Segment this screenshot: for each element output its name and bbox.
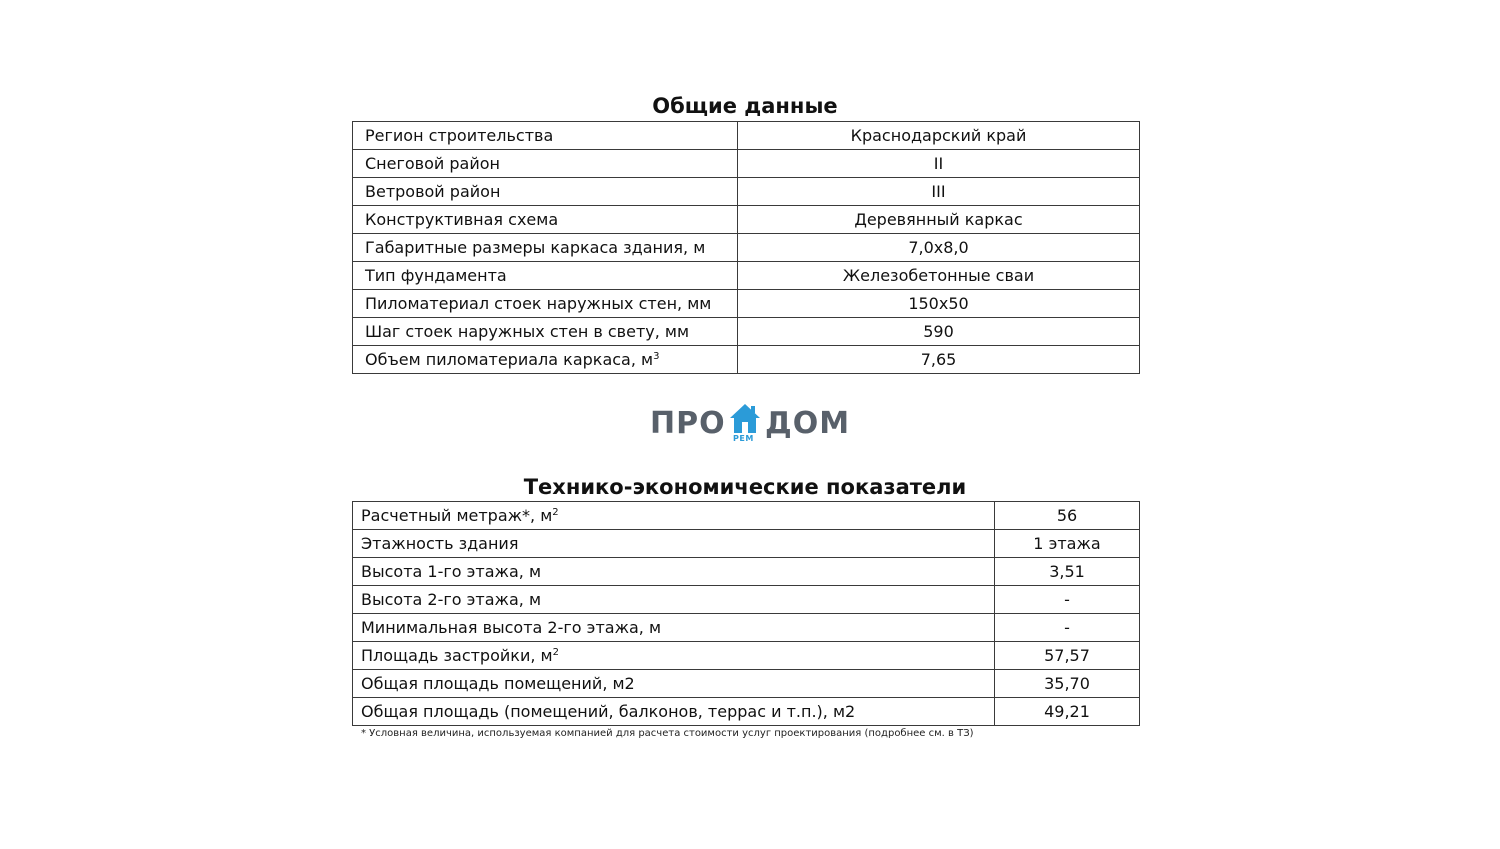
table-row <box>353 642 1140 670</box>
row-value: 3,51 <box>995 558 1140 586</box>
row-label: Габаритные размеры каркаса здания, м <box>365 238 706 257</box>
row-value: 35,70 <box>995 670 1140 698</box>
row-value: 57,57 <box>995 642 1140 670</box>
table-row <box>353 178 1140 206</box>
row-value: III <box>738 178 1140 206</box>
row-value: 150х50 <box>738 290 1140 318</box>
row-label: Высота 2-го этажа, м <box>361 590 542 609</box>
row-label: Площадь застройки, м <box>361 646 553 665</box>
logo-word-left: ПРО <box>650 406 726 441</box>
row-label-cell <box>353 614 995 642</box>
row-label: Тип фундамента <box>365 266 507 285</box>
prodom-logo <box>650 403 850 447</box>
row-label-cell <box>353 530 995 558</box>
row-label-cell <box>353 206 738 234</box>
logo-word-right: ДОМ <box>765 406 851 441</box>
table-row <box>353 614 1140 642</box>
row-value: II <box>738 150 1140 178</box>
row-label: Общая площадь (помещений, балконов, террас и т.п.), м2 <box>361 702 856 721</box>
row-label-cell <box>353 642 995 670</box>
row-value: Железобетонные сваи <box>738 262 1140 290</box>
house-icon <box>729 403 761 435</box>
row-label: Шаг стоек наружных стен в свету, мм <box>365 322 690 341</box>
table-row <box>353 530 1140 558</box>
row-label-cell <box>353 178 738 206</box>
row-label: Этажность здания <box>361 534 519 553</box>
table-row <box>353 346 1140 374</box>
row-label-cell <box>353 586 995 614</box>
row-label-cell <box>353 318 738 346</box>
row-label: Общая площадь помещений, м2 <box>361 674 635 693</box>
unit-exponent: 2 <box>552 507 559 518</box>
row-value: 56 <box>995 502 1140 530</box>
table-row <box>353 558 1140 586</box>
row-label-cell <box>353 346 738 374</box>
table-row <box>353 670 1140 698</box>
row-value: 590 <box>738 318 1140 346</box>
row-value: Краснодарский край <box>738 122 1140 150</box>
row-label: Снеговой район <box>365 154 500 173</box>
row-label-cell <box>353 558 995 586</box>
row-value: - <box>995 586 1140 614</box>
unit-exponent: 2 <box>552 647 559 658</box>
row-label-cell <box>353 234 738 262</box>
row-label-cell <box>353 262 738 290</box>
unit-exponent: 3 <box>653 351 660 362</box>
row-label: Конструктивная схема <box>365 210 559 229</box>
table-row <box>353 234 1140 262</box>
row-label-cell <box>353 502 995 530</box>
row-value: 7,0х8,0 <box>738 234 1140 262</box>
row-label-cell <box>353 122 738 150</box>
row-label: Пиломатериал стоек наружных стен, мм <box>365 294 712 313</box>
table-row <box>353 502 1140 530</box>
row-value: 1 этажа <box>995 530 1140 558</box>
row-label: Высота 1-го этажа, м <box>361 562 542 581</box>
tep-table <box>352 501 1140 726</box>
row-value: 7,65 <box>738 346 1140 374</box>
row-label: Регион строительства <box>365 126 554 145</box>
table-row <box>353 206 1140 234</box>
general-data-title: Общие данные <box>652 94 838 118</box>
logo-subtext: РЕМ <box>733 434 754 443</box>
row-label-cell <box>353 670 995 698</box>
table-row <box>353 290 1140 318</box>
row-label-cell <box>353 698 995 726</box>
table-row <box>353 698 1140 726</box>
tep-title: Технико-экономические показатели <box>523 475 967 499</box>
table-row <box>353 150 1140 178</box>
general-data-table <box>352 121 1140 374</box>
row-value: 49,21 <box>995 698 1140 726</box>
table-row <box>353 262 1140 290</box>
row-value: - <box>995 614 1140 642</box>
table-row <box>353 318 1140 346</box>
row-label: Ветровой район <box>365 182 501 201</box>
row-label-cell <box>353 150 738 178</box>
row-value: Деревянный каркас <box>738 206 1140 234</box>
row-label-cell <box>353 290 738 318</box>
row-label: Расчетный метраж*, м <box>361 506 553 525</box>
footnote: * Условная величина, используемая компанией для расчета стоимости услуг проектирования (подробнее см. в ТЗ) <box>361 728 974 739</box>
table-row <box>353 122 1140 150</box>
row-label: Минимальная высота 2-го этажа, м <box>361 618 662 637</box>
row-label: Объем пиломатериала каркаса, м <box>365 350 654 369</box>
table-row <box>353 586 1140 614</box>
